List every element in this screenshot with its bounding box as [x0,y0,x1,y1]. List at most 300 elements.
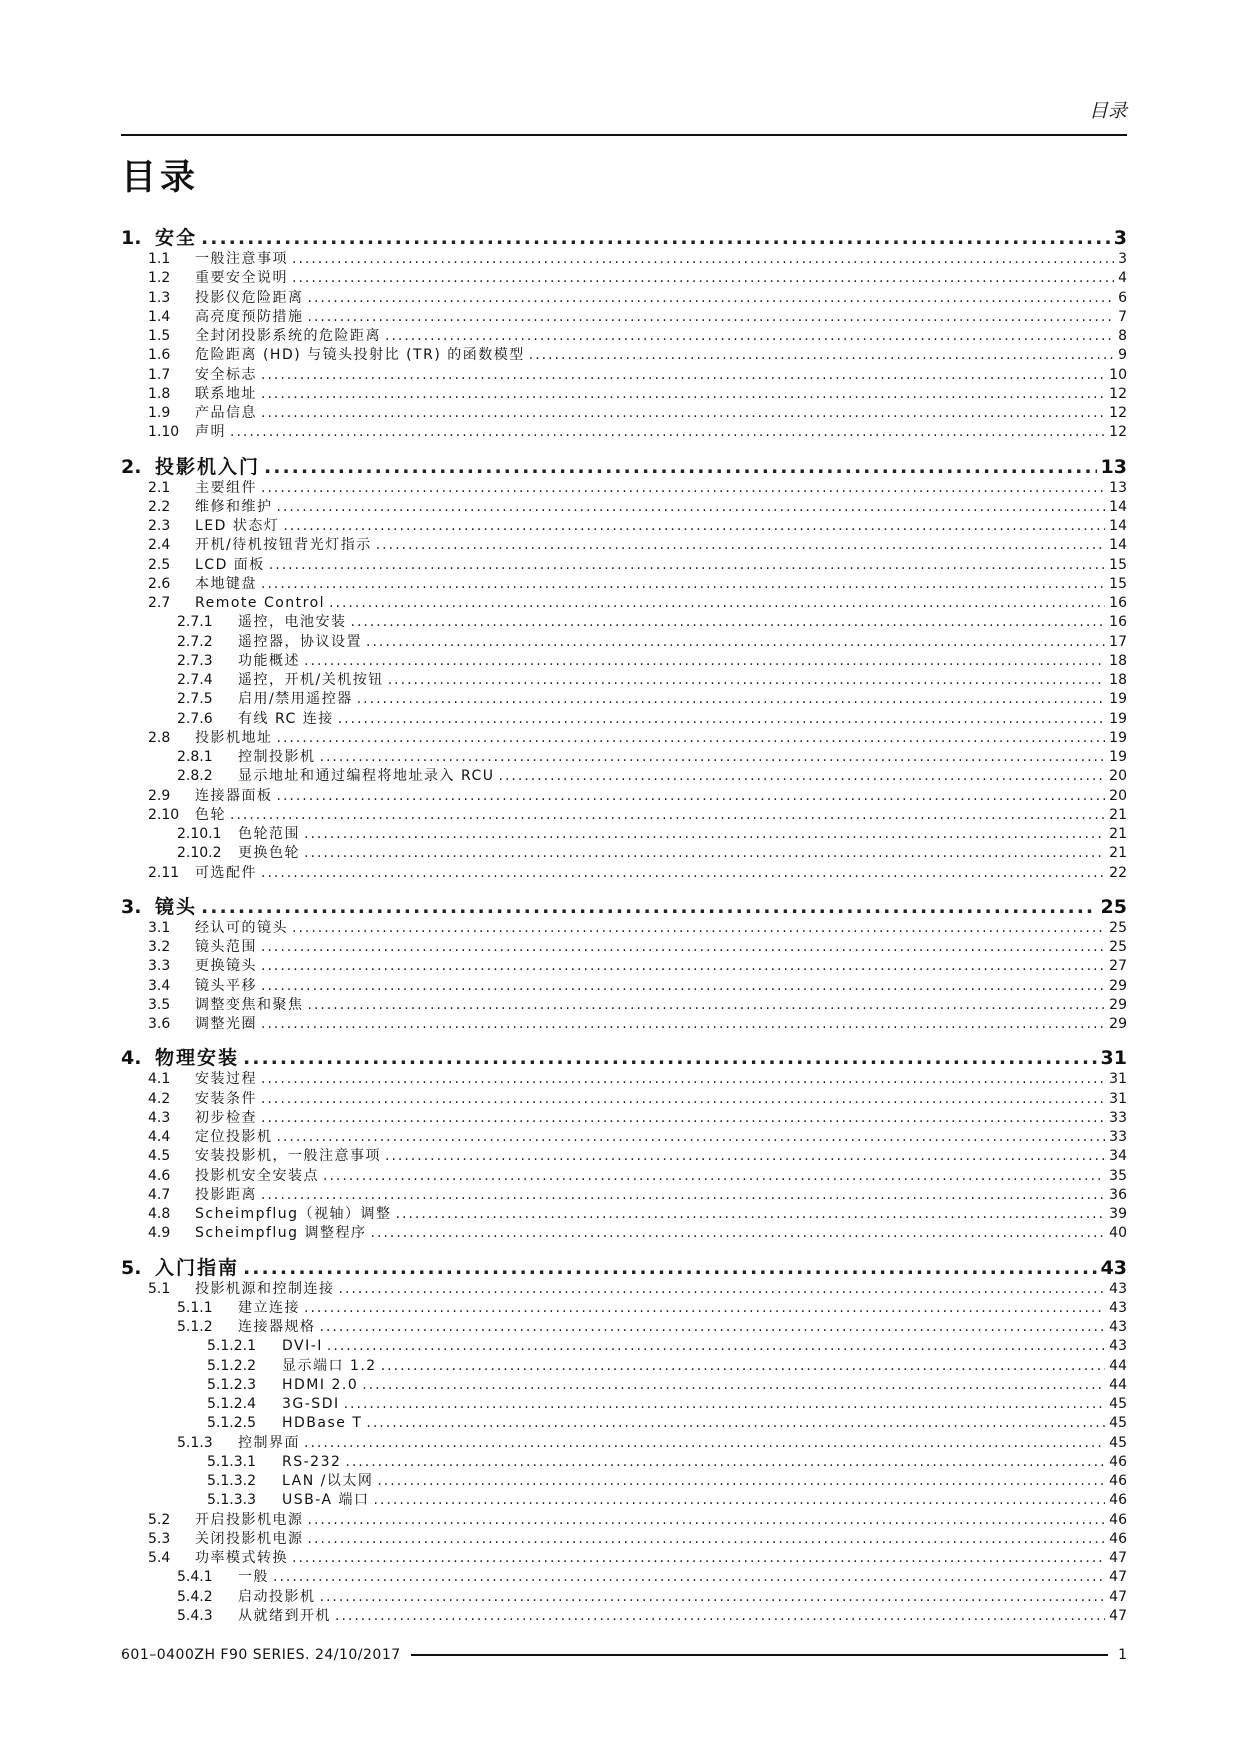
toc-entry-page: 44 [1109,1376,1127,1393]
toc-entry-number: 5.1.2 [177,1319,213,1335]
toc-entry-number: 3.1 [148,919,171,936]
toc-entry-number: 2.9 [148,787,171,804]
toc-entry[interactable] [121,250,1127,269]
toc-entry[interactable] [121,825,1127,844]
toc-entry-title: 镜头 [155,895,198,918]
toc-dot-leader [385,327,1114,346]
toc-dot-leader [388,671,1105,690]
toc-entry[interactable] [121,385,1127,404]
toc-entry[interactable] [121,1472,1127,1491]
toc-entry[interactable] [121,996,1127,1015]
toc-dot-leader [339,1280,1106,1299]
toc-entry-title: 开启投影机电源 [195,1511,304,1528]
toc-chapter-entry[interactable] [121,895,1127,919]
toc-entry-page: 47 [1109,1588,1127,1605]
toc-dot-leader [351,613,1106,632]
toc-entry-number: 2.7 [148,595,171,611]
toc-entry[interactable] [121,613,1127,632]
toc-dot-leader [243,1046,1097,1070]
toc-entry-page: 7 [1118,308,1127,325]
toc-entry-page: 3 [1113,227,1127,249]
page-title: 目录 [121,158,200,198]
toc-entry-title: DVI-I [282,1338,323,1355]
toc-dot-leader [273,1568,1105,1587]
toc-entry[interactable] [121,404,1127,423]
toc-dot-leader [304,652,1105,671]
toc-dot-leader [261,1109,1105,1128]
toc-entry-page: 12 [1109,424,1127,441]
toc-entry-title: 产品信息 [195,405,257,421]
toc-entry-page: 20 [1109,768,1127,785]
toc-entry[interactable] [121,1434,1127,1453]
toc-entry[interactable] [121,308,1127,327]
toc-entry-title: HDMI 2.0 [282,1376,359,1393]
toc-entry-page: 21 [1109,806,1127,823]
toc-entry-page: 27 [1109,958,1127,975]
toc-entry-page: 46 [1109,1511,1127,1528]
toc-entry-page: 36 [1109,1186,1127,1203]
toc-entry[interactable] [121,652,1127,671]
toc-dot-leader [261,1070,1105,1089]
toc-dot-leader [304,1434,1105,1453]
toc-entry-number: 3. [121,895,142,918]
toc-entry-title: 启动投影机 [238,1588,316,1605]
toc-entry-title: 投影机源和控制连接 [195,1280,335,1297]
toc-entry-title: 色轮范围 [238,826,300,842]
toc-entry[interactable] [121,479,1127,498]
toc-entry[interactable] [121,1109,1127,1128]
toc-dot-leader [308,996,1106,1015]
toc-entry[interactable] [121,938,1127,957]
toc-dot-leader [261,1090,1105,1109]
toc-entry[interactable] [121,498,1127,517]
toc-entry-page: 22 [1109,864,1127,881]
toc-entry-number: 2.5 [148,556,171,573]
toc-entry-title: LAN /以太网 [282,1473,374,1489]
toc-dot-leader [292,250,1114,269]
toc-entry-number: 2.2 [148,498,171,515]
toc-entry[interactable] [121,556,1127,575]
toc-entry[interactable] [121,1511,1127,1530]
toc-entry-page: 43 [1100,1256,1127,1279]
toc-dot-leader [366,1414,1105,1433]
toc-entry-page: 47 [1109,1550,1127,1566]
toc-entry-title: 高亮度预防措施 [195,308,304,325]
toc-entry-number: 1.4 [148,308,171,325]
toc-entry-number: 5.4.1 [177,1569,213,1586]
toc-entry-title: 更换镜头 [195,958,257,975]
toc-entry-page: 40 [1109,1225,1127,1242]
toc-entry-title: 连接器面板 [195,787,273,804]
toc-entry-title: 遥控器，协议设置 [238,633,362,650]
toc-dot-leader [277,498,1106,517]
toc-entry-number: 1.2 [148,270,171,287]
toc-entry-title: 显示端口 1.2 [282,1357,377,1374]
toc-entry-number: 1. [121,227,142,249]
toc-entry-title: 连接器规格 [238,1319,316,1335]
toc-dot-leader [230,806,1105,825]
toc-dot-leader [329,594,1105,613]
toc-entry[interactable] [121,1491,1127,1510]
toc-entry[interactable] [121,1167,1127,1186]
toc-entry-page: 34 [1109,1148,1127,1165]
toc-dot-leader [529,346,1114,365]
toc-entry-number: 2.7.4 [177,672,213,688]
toc-entry-number: 4.4 [148,1129,171,1145]
toc-entry[interactable] [121,536,1127,555]
toc-entry-page: 47 [1109,1607,1127,1624]
toc-entry-number: 3.4 [148,977,171,994]
toc-entry-page: 31 [1109,1090,1127,1107]
toc-dot-leader [338,710,1105,729]
toc-entry[interactable] [121,787,1127,806]
toc-dot-leader [292,1549,1105,1568]
toc-entry-page: 13 [1100,455,1127,478]
toc-entry[interactable] [121,748,1127,767]
toc-entry[interactable] [121,690,1127,709]
toc-dot-leader [308,289,1115,308]
toc-entry-number: 4.2 [148,1090,171,1107]
toc-entry-title: USB-A 端口 [282,1492,370,1509]
toc-entry-page: 14 [1109,518,1127,534]
toc-entry[interactable] [121,1607,1127,1626]
toc-dot-leader [362,1376,1105,1395]
toc-entry[interactable] [121,575,1127,594]
toc-entry-page: 10 [1109,366,1127,383]
toc-dot-leader [366,633,1105,652]
toc-entry-title: 开机/待机按钮背光灯指示 [195,537,372,554]
footer-rule [411,1654,1108,1656]
toc-entry-number: 5.4.3 [177,1607,213,1624]
toc-entry-page: 18 [1109,652,1127,669]
toc-entry-number: 4.9 [148,1225,171,1242]
toc-entry-number: 5.4.2 [177,1588,213,1605]
toc-dot-leader [304,1299,1105,1318]
toc-entry[interactable] [121,767,1127,786]
toc-entry-title: 主要组件 [195,479,257,496]
toc-entry-title: RS-232 [282,1453,342,1470]
toc-entry-number: 2.7.6 [177,710,213,727]
toc-dot-leader [308,1530,1106,1549]
toc-entry[interactable] [121,864,1127,883]
toc-entry-title: 3G-SDI [282,1396,340,1412]
toc-dot-leader [261,366,1105,385]
toc-entry[interactable] [121,1568,1127,1587]
toc-entry[interactable] [121,919,1127,938]
toc-entry-page: 15 [1109,575,1127,592]
toc-entry-page: 14 [1109,537,1127,554]
toc-entry[interactable] [121,517,1127,536]
toc-entry[interactable] [121,269,1127,288]
toc-dot-leader [277,729,1106,748]
page-footer [121,1647,1127,1663]
toc-entry-page: 21 [1109,845,1127,862]
toc-entry-page: 46 [1109,1530,1127,1547]
toc-entry-number: 5.1 [148,1280,171,1297]
toc-dot-leader [261,1015,1105,1034]
toc-entry-number: 4.3 [148,1109,171,1126]
toc-entry-number: 5.1.2.4 [207,1396,256,1412]
table-of-contents [121,226,1127,1626]
toc-chapter-entry[interactable] [121,226,1127,250]
toc-dot-leader [261,977,1105,996]
toc-dot-leader [371,1224,1106,1243]
toc-entry-title: 从就绪到开机 [238,1607,331,1624]
toc-entry-title: 关闭投影机电源 [195,1530,304,1547]
toc-entry-number: 5. [121,1256,142,1279]
toc-entry[interactable] [121,710,1127,729]
toc-entry-title: 联系地址 [195,385,257,402]
toc-dot-leader [261,1186,1105,1205]
toc-dot-leader [264,455,1097,479]
toc-entry[interactable] [121,1357,1127,1376]
toc-dot-leader [344,1395,1106,1414]
toc-entry-number: 2. [121,455,142,478]
toc-dot-leader [201,895,1097,919]
toc-entry-title: 初步检查 [195,1109,257,1126]
toc-entry-number: 5.1.3.2 [207,1473,256,1489]
toc-chapter-entry[interactable] [121,1256,1127,1280]
toc-dot-leader [308,1511,1106,1530]
toc-entry-number: 5.1.3 [177,1434,213,1451]
toc-entry-title: LED 状态灯 [195,518,280,534]
toc-dot-leader [230,423,1105,442]
toc-entry-title: Scheimpflug（视轴）调整 [195,1206,392,1222]
toc-entry-page: 31 [1109,1071,1127,1088]
toc-entry-page: 16 [1109,614,1127,631]
toc-entry[interactable] [121,423,1127,442]
toc-entry-page: 25 [1109,919,1127,936]
toc-entry[interactable] [121,1453,1127,1472]
toc-entry-page: 15 [1109,556,1127,573]
toc-entry[interactable] [121,633,1127,652]
toc-dot-leader [292,919,1105,938]
toc-entry-title: 一般 [238,1569,269,1586]
toc-entry-number: 2.6 [148,575,171,592]
toc-entry-number: 2.1 [148,479,171,496]
toc-entry-number: 4.8 [148,1206,171,1222]
toc-entry-page: 29 [1109,996,1127,1013]
toc-entry-number: 3.6 [148,1016,171,1032]
toc-dot-leader [374,1491,1106,1510]
toc-entry-page: 46 [1109,1492,1127,1509]
toc-dot-leader [261,575,1105,594]
toc-entry-number: 5.4 [148,1550,171,1566]
toc-entry[interactable] [121,957,1127,976]
toc-entry-number: 4.1 [148,1071,171,1088]
toc-dot-leader [499,767,1106,786]
toc-entry[interactable] [121,1299,1127,1318]
toc-entry-number: 2.4 [148,537,171,554]
toc-entry-title: 调整光圈 [195,1016,257,1032]
toc-entry-page: 19 [1109,691,1127,708]
toc-entry[interactable] [121,977,1127,996]
toc-chapter-entry[interactable] [121,455,1127,479]
toc-entry[interactable] [121,1588,1127,1607]
toc-entry-page: 45 [1109,1396,1127,1412]
toc-entry[interactable] [121,729,1127,748]
toc-entry-title: 遥控，开机/关机按钮 [238,672,384,688]
toc-entry-title: 重要安全说明 [195,270,288,287]
toc-entry[interactable] [121,1549,1127,1568]
toc-entry-number: 5.1.2.2 [207,1357,256,1374]
toc-entry-page: 46 [1109,1473,1127,1489]
toc-dot-leader [357,690,1105,709]
toc-entry-page: 29 [1109,977,1127,994]
toc-entry-page: 4 [1118,270,1127,287]
toc-dot-leader [345,1453,1105,1472]
toc-entry-number: 2.10.2 [177,845,222,862]
toc-entry[interactable] [121,1395,1127,1414]
toc-entry[interactable] [121,1128,1127,1147]
toc-entry-title: 控制投影机 [238,749,316,765]
toc-entry[interactable] [121,1376,1127,1395]
toc-entry-number: 5.3 [148,1530,171,1547]
toc-dot-leader [261,385,1105,404]
toc-entry-number: 4. [121,1047,142,1070]
toc-entry-title: 安全标志 [195,366,257,383]
toc-dot-leader [261,404,1105,423]
toc-entry[interactable] [121,289,1127,308]
toc-entry[interactable] [121,1090,1127,1109]
toc-entry-page: 6 [1118,289,1127,306]
toc-entry-number: 5.1.3.1 [207,1453,256,1470]
toc-entry-title: 投影机安全安装点 [195,1167,319,1184]
toc-entry-number: 2.11 [148,864,180,881]
toc-dot-leader [320,748,1106,767]
toc-entry[interactable] [121,844,1127,863]
toc-entry-title: 安装条件 [195,1090,257,1107]
toc-entry[interactable] [121,1224,1127,1243]
toc-dot-leader [277,1128,1106,1147]
toc-dot-leader [201,226,1110,250]
toc-chapter-entry[interactable] [121,1046,1127,1070]
toc-entry[interactable] [121,671,1127,690]
toc-entry-page: 25 [1109,939,1127,955]
toc-dot-leader [385,1147,1105,1166]
toc-entry[interactable] [121,1205,1127,1224]
toc-dot-leader [320,1318,1106,1337]
toc-entry[interactable] [121,594,1127,613]
toc-dot-leader [376,536,1105,555]
toc-entry-number: 3.5 [148,996,171,1013]
toc-dot-leader [396,1205,1106,1224]
toc-entry[interactable] [121,327,1127,346]
toc-entry-number: 5.1.1 [177,1299,213,1316]
toc-entry[interactable] [121,1530,1127,1549]
toc-entry-number: 1.1 [148,251,171,267]
toc-entry-title: 色轮 [195,806,226,823]
toc-entry-title: 全封闭投影系统的危险距离 [195,328,381,344]
toc-entry[interactable] [121,1280,1127,1299]
toc-entry[interactable] [121,1337,1127,1356]
toc-entry-page: 20 [1109,787,1127,804]
toc-entry-title: 投影机入门 [155,455,261,478]
toc-entry-page: 43 [1109,1280,1127,1297]
toc-entry-page: 9 [1118,347,1127,364]
toc-entry-page: 19 [1109,729,1127,746]
toc-dot-leader [304,844,1105,863]
toc-entry-title: 控制界面 [238,1434,300,1451]
toc-dot-leader [304,825,1105,844]
toc-entry[interactable] [121,366,1127,385]
toc-entry-number: 5.1.3.3 [207,1492,256,1509]
toc-entry-page: 19 [1109,710,1127,727]
toc-entry-number: 1.7 [148,366,171,383]
toc-entry-number: 2.3 [148,518,171,534]
toc-entry-title: HDBase T [282,1415,363,1432]
toc-dot-leader [327,1337,1105,1356]
toc-entry-page: 45 [1109,1415,1127,1432]
toc-entry[interactable] [121,1414,1127,1433]
toc-entry-page: 46 [1109,1453,1127,1470]
toc-entry-page: 16 [1109,595,1127,611]
toc-entry-page: 18 [1109,672,1127,688]
toc-entry-number: 2.7.3 [177,652,213,669]
footer-doc-info: 601–0400ZH F90 SERIES. 24/10/2017 [121,1647,401,1663]
toc-entry-title: 物理安装 [155,1047,240,1070]
toc-entry[interactable] [121,1015,1127,1034]
toc-dot-leader [320,1588,1106,1607]
toc-entry-title: 投影机地址 [195,729,273,746]
toc-entry-number: 3.2 [148,939,171,955]
toc-entry[interactable] [121,806,1127,825]
toc-entry-page: 43 [1109,1299,1127,1316]
toc-entry-title: 维修和维护 [195,498,273,515]
toc-entry[interactable] [121,1186,1127,1205]
toc-entry-number: 2.10.1 [177,826,222,842]
toc-entry-page: 8 [1118,328,1127,344]
toc-entry-title: 安装投影机，一般注意事项 [195,1148,381,1165]
toc-entry-number: 1.6 [148,347,171,364]
toc-entry-number: 4.6 [148,1167,171,1184]
toc-entry-title: 本地键盘 [195,575,257,592]
toc-entry-page: 21 [1109,826,1127,842]
toc-entry-title: 一般注意事项 [195,251,288,267]
toc-entry-title: 调整变焦和聚焦 [195,996,304,1013]
toc-entry-page: 29 [1109,1016,1127,1032]
toc-entry-number: 4.7 [148,1186,171,1203]
toc-dot-leader [335,1607,1105,1626]
toc-entry-page: 3 [1118,251,1127,267]
toc-entry-number: 4.5 [148,1148,171,1165]
toc-entry-page: 33 [1109,1129,1127,1145]
toc-entry-title: 有线 RC 连接 [238,710,334,727]
toc-entry-number: 2.7.2 [177,633,213,650]
toc-entry-number: 5.1.2.1 [207,1338,256,1355]
toc-entry-page: 43 [1109,1319,1127,1335]
toc-entry-title: 显示地址和通过编程将地址录入 RCU [238,768,495,785]
toc-entry[interactable] [121,346,1127,365]
toc-entry-title: 镜头平移 [195,977,257,994]
toc-entry-page: 47 [1109,1569,1127,1586]
toc-entry-number: 2.10 [148,806,180,823]
toc-entry-title: 定位投影机 [195,1129,273,1145]
toc-entry-title: 更换色轮 [238,845,300,862]
toc-dot-leader [381,1357,1105,1376]
toc-entry[interactable] [121,1147,1127,1166]
toc-entry-number: 5.1.2.3 [207,1376,256,1393]
toc-entry-number: 1.5 [148,328,171,344]
toc-dot-leader [323,1167,1105,1186]
toc-entry-title: 入门指南 [155,1256,240,1279]
toc-entry[interactable] [121,1318,1127,1337]
running-header-title: 目录 [1088,100,1127,122]
toc-entry-number: 5.1.2.5 [207,1415,256,1432]
toc-entry[interactable] [121,1070,1127,1089]
toc-dot-leader [261,864,1105,883]
header-rule [121,134,1127,136]
